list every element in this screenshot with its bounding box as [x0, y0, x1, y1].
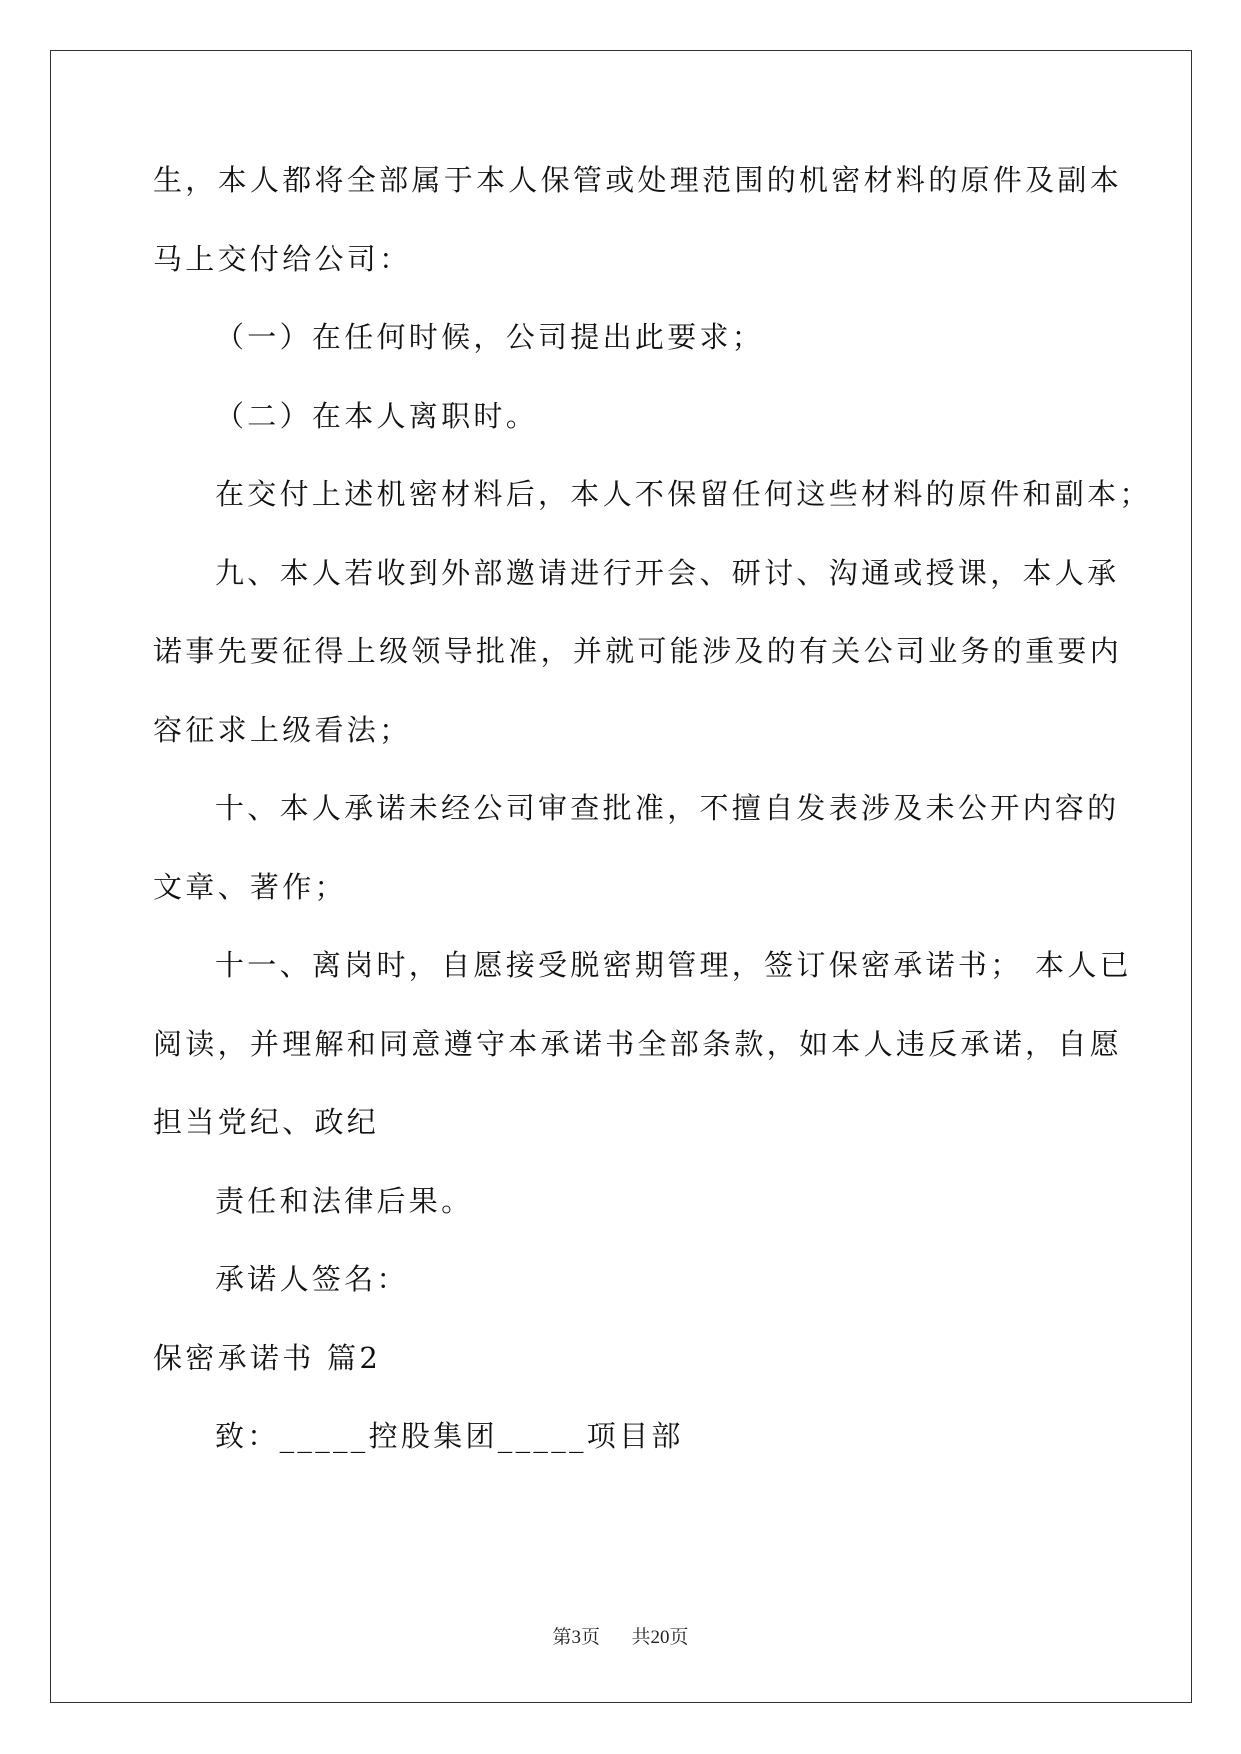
page-number-total: 共20页: [631, 1627, 689, 1648]
section-heading: 保密承诺书 篇2: [153, 1340, 382, 1375]
body-line: 在交付上述机密材料后，本人不保留任何这些材料的原件和副本；: [215, 477, 1152, 511]
document-body: [153, 163, 1152, 1500]
body-line: 阅读，并理解和同意遵守本承诺书全部条款，如本人违反承诺，自愿: [153, 1026, 1123, 1061]
body-line: 文章、著作；: [153, 869, 347, 904]
body-line: 担当党纪、政纪: [153, 1105, 380, 1139]
signature-label: 承诺人签名：: [215, 1262, 409, 1296]
body-line: 容征求上级看法；: [153, 712, 412, 747]
clause-ten: 十、本人承诺未经公司审查批准，不擅自发表涉及未公开内容的: [215, 791, 1120, 825]
body-line: 生，本人都将全部属于本人保管或处理范围的机密材料的原件及副本: [153, 163, 1123, 197]
page-number-current: 第3页: [552, 1627, 600, 1648]
addressee-line: 致：_____控股集团_____项目部: [215, 1419, 684, 1453]
clause-eleven: 十一、离岗时，自愿接受脱密期管理，签订保密承诺书； 本人已: [215, 948, 1132, 982]
clause-nine: 九、本人若收到外部邀请进行开会、研讨、沟通或授课，本人承: [215, 555, 1120, 590]
body-line: 马上交付给公司：: [153, 241, 412, 276]
page-footer: [0, 1622, 1241, 1649]
body-line: 诺事先要征得上级领导批准，并就可能涉及的有关公司业务的重要内: [153, 634, 1123, 668]
list-item-one: （一）在任何时候，公司提出此要求；: [215, 320, 765, 354]
list-item-two: （二）在本人离职时。: [215, 398, 539, 433]
body-line: 责任和法律后果。: [215, 1183, 474, 1218]
